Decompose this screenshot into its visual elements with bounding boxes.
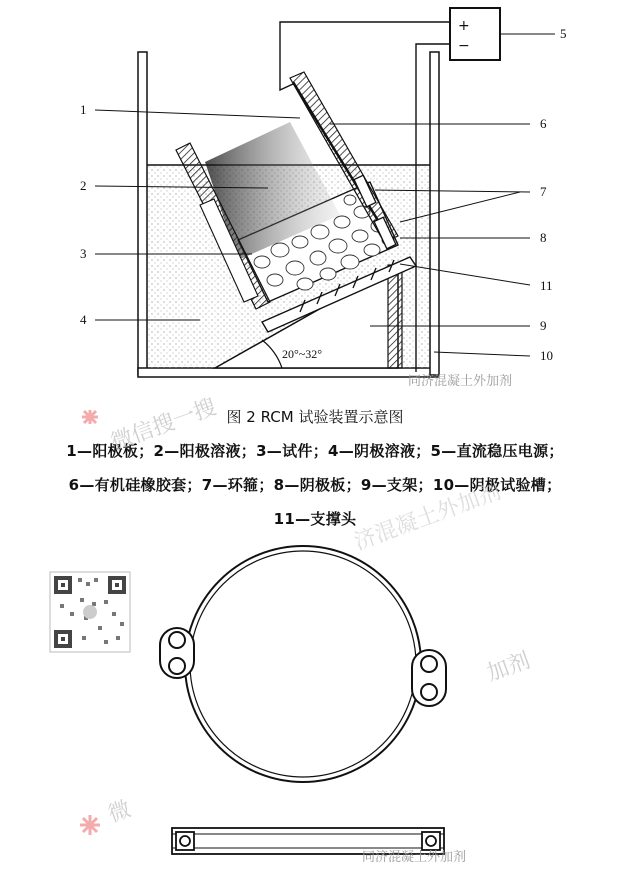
plus-symbol: + xyxy=(458,18,470,34)
callout-10: 10 xyxy=(540,348,553,363)
callout-1: 1 xyxy=(80,102,87,117)
callout-6: 6 xyxy=(540,116,547,131)
minus-symbol: − xyxy=(458,38,470,54)
callout-3: 3 xyxy=(80,246,87,261)
legend-line-2: 6—有机硅橡胶套；7—环箍；8—阴极板；9—支架；10—阴极试验槽； xyxy=(68,476,562,494)
watermark-account-bottom: 同济混凝土外加剂 xyxy=(362,850,467,865)
callout-5: 5 xyxy=(560,26,567,41)
legend-line-3: 11—支撑头 xyxy=(273,510,357,528)
callout-9: 9 xyxy=(540,318,547,333)
callout-4: 4 xyxy=(80,312,87,327)
watermark-account-top: 同济混凝土外加剂 xyxy=(408,374,513,389)
legend-line-1: 1—阳极板；2—阳极溶液；3—试件；4—阴极溶液；5—直流稳压电源； xyxy=(66,442,564,460)
watermark-search: 微信搜一搜 xyxy=(107,394,220,456)
callout-8: 8 xyxy=(540,230,547,245)
callout-11: 11 xyxy=(540,278,553,293)
dc-power-supply xyxy=(450,8,500,60)
figure-title: 图 2 RCM 试验装置示意图 xyxy=(226,408,404,426)
callout-2: 2 xyxy=(80,178,87,193)
callout-7: 7 xyxy=(540,184,547,199)
watermark-additive: 加剂 xyxy=(483,648,534,687)
hoop-clamp-drawing xyxy=(160,546,446,782)
qr-code-image xyxy=(50,572,130,652)
angle-label: 20°~32° xyxy=(282,347,323,361)
watermark-wei: 微 xyxy=(105,796,135,828)
watermark-name-partial: 济混凝土外加剂 xyxy=(351,479,505,556)
